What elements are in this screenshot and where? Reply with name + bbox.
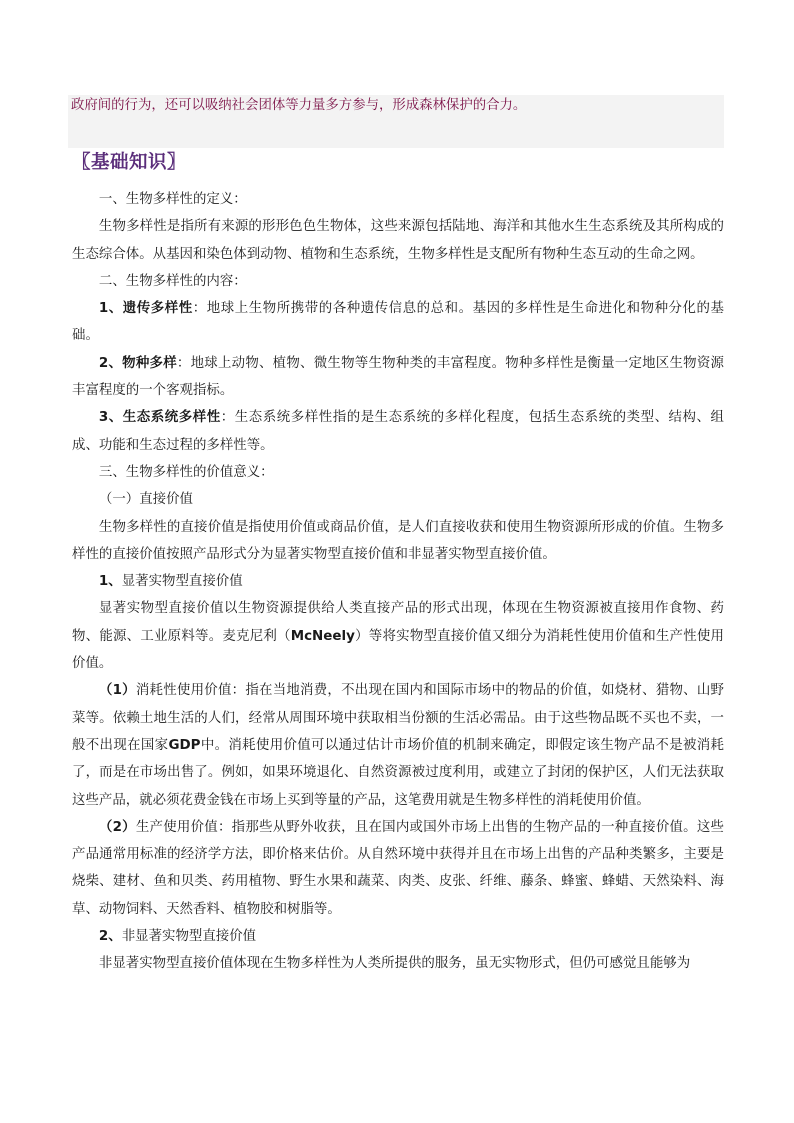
subheading-tangible-value-number: 1、 bbox=[98, 574, 122, 590]
item-productive-use-value bbox=[72, 814, 724, 923]
paragraph-intangible-value: 非显著实物型直接价值体现在生物多样性为人类所提供的服务，虽无实物形式，但仍可感觉且能够为 bbox=[98, 956, 691, 972]
item-productive-use-value-number: （2） bbox=[98, 819, 136, 835]
paragraph-definition: 生物多样性是指所有来源的形形色色生物体，这些来源包括陆地、海洋和其他水生生态系统及其所构成的生态综合体。从基因和染色体到动物、植物和生态系统，生物多样性是支配所有物种生态互动的生命之网。 bbox=[72, 219, 724, 262]
item-ecosystem-diversity-text: ：生态系统多样性指的是生态系统的多样化程度，包括生态系统的类型、结构、组成、功能和生态过程的多样性等。 bbox=[72, 410, 724, 453]
subheading-intangible-value-text: 非显著实物型直接价值 bbox=[121, 929, 257, 945]
item-species-diversity-label: 2、物种多样 bbox=[98, 355, 177, 371]
item-consumptive-use-value-number: （1） bbox=[98, 683, 136, 699]
gdp-abbr: GDP bbox=[168, 737, 201, 753]
item-genetic-diversity-label: 1、遗传多样性 bbox=[98, 301, 193, 317]
item-species-diversity bbox=[72, 350, 724, 405]
subheading-tangible-value bbox=[72, 568, 724, 595]
heading-definition: 一、生物多样性的定义： bbox=[98, 192, 247, 207]
heading-value: 三、生物多样性的价值意义： bbox=[98, 464, 274, 480]
item-consumptive-use-value-c: 中。消耗使用价值可以通过估计市场价值的机制来确定，即假定该生物产品不是被消耗了，而是在市场出售了。例如，如果环境退化、自然资源被过度利用，或建立了封闭的保护区，人们无法获取这些产品，就必须花费金钱在市场上买到等量的产品，这笔费用就是生物多样性的消耗使用价值。 bbox=[72, 737, 724, 808]
document-body bbox=[72, 186, 724, 978]
subheading-intangible-value-number: 2、 bbox=[98, 929, 122, 945]
item-productive-use-value-text: 生产使用价值：指那些从野外收获，且在国内或国外市场上出售的生物产品的一种直接价值。这些产品通常用标准的经济学方法，即价格来估价。从自然环境中获得并且在市场上出售的产品种类繁多，主要是烧柴、建材、鱼和贝类、药用植物、野生水果和蔬菜、肉类、皮张、纤维、藤条、蜂蜜、蜂蜡、天然染料、海草、动物饲料、天然香料、植物胶和树脂等。 bbox=[72, 819, 724, 917]
mcneely-name: McNeely bbox=[290, 628, 355, 644]
paragraph-tangible-value-a: 显著实物型直接价值以生物资源提供给人类直接产品的形式出现，体现在生物资源被直接用作食物、药物、能源、工业原料等。麦克尼利（ bbox=[72, 601, 724, 644]
item-species-diversity-text: ：地球上动物、植物、微生物等生物种类的丰富程度。物种多样性是衡量一定地区生物资源丰富程度的一个客观指标。 bbox=[72, 355, 724, 399]
paragraph-direct-value: 生物多样性的直接价值是指使用价值或商品价值，是人们直接收获和使用生物资源所形成的价值。生物多样性的直接价值按照产品形式分为显著实物型直接价值和非显著实物型直接价值。 bbox=[72, 519, 724, 562]
paragraph-tangible-value bbox=[72, 595, 724, 677]
item-genetic-diversity-text: ：地球上生物所携带的各种遗传信息的总和。基因的多样性是生命进化和物种分化的基础。 bbox=[72, 301, 724, 344]
intro-band bbox=[68, 95, 724, 148]
item-ecosystem-diversity bbox=[72, 404, 724, 459]
item-ecosystem-diversity-label: 3、生态系统多样性 bbox=[98, 410, 221, 426]
intro-band-text: 政府间的行为，还可以吸纳社会团体等力量多方参与，形成森林保护的合力。 bbox=[71, 98, 527, 113]
subheading-tangible-value-text: 显著实物型直接价值 bbox=[121, 574, 243, 590]
item-consumptive-use-value-a: 消耗性使用价值：指在当地消费，不出现在国内和国际市场中的物品的价值，如烧材、猎物、山野菜等。依赖土地生活的人们，经常从周围环境中获取相当份额的生活必需品。由于这些物品既不买也不卖，一般不出现在国家 bbox=[72, 683, 724, 753]
paragraph-tangible-value-c: ）等将实物型直接价值又细分为消耗性使用价值和生产性使用价值。 bbox=[72, 628, 724, 672]
subheading-intangible-value bbox=[72, 923, 724, 950]
heading-content: 二、生物多样性的内容： bbox=[98, 273, 247, 289]
section-heading: 〖基础知识〗 bbox=[72, 152, 187, 173]
item-genetic-diversity bbox=[72, 295, 724, 350]
subheading-direct-value: （一）直接价值 bbox=[98, 492, 193, 508]
item-consumptive-use-value bbox=[72, 677, 724, 813]
